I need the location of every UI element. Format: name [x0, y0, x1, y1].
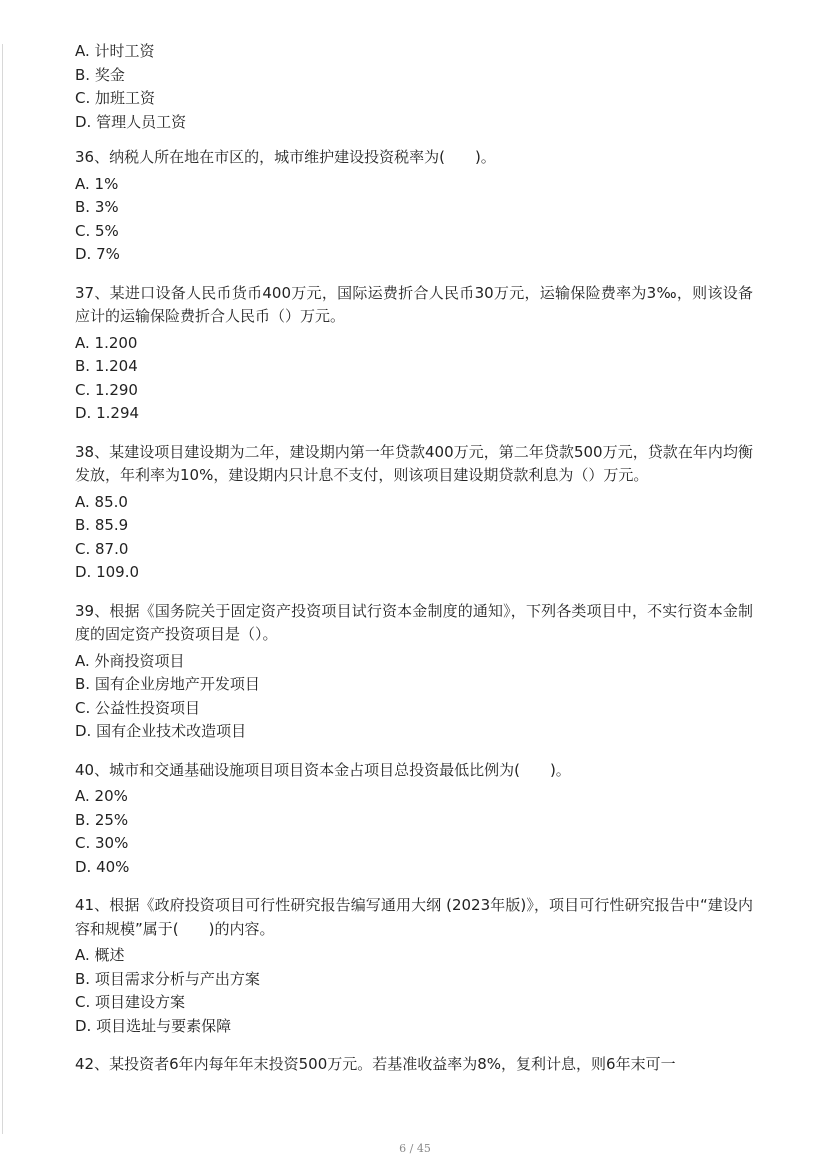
option-c: C. 加班工资 — [75, 89, 156, 107]
option-a: A. 计时工资 — [75, 42, 155, 60]
option-a: A. 外商投资项目 — [75, 651, 185, 670]
option-d: D. 项目选址与要素保障 — [75, 1016, 232, 1035]
option-c: C. 5% — [75, 221, 119, 240]
option-c: C. 30% — [75, 834, 129, 852]
option-c: C. 1.290 — [75, 380, 138, 399]
question-stem: 41、根据《政府投资项目可行性研究报告编写通用大纲 (2023年版)》，项目可行性研究报告中“建设内容和规模”属于( )的内容。 — [75, 896, 753, 938]
option-d: D. 1.294 — [75, 404, 140, 422]
option-a: A. 概述 — [75, 946, 125, 964]
option-b: B. 85.9 — [75, 516, 129, 534]
option-d: D. 40% — [75, 857, 130, 876]
option-c: C. 87.0 — [75, 539, 129, 558]
question-36 — [75, 146, 753, 267]
question-stem: 37、某进口设备人民币货币400万元，国际运费折合人民币30万元，运输保险费率为3‰，则该设备应计的运输保险费折合人民币（）万元。 — [75, 283, 753, 325]
page-number: 6 / 45 — [399, 1142, 431, 1155]
option-c: C. 项目建设方案 — [75, 993, 186, 1011]
page-left-edge — [2, 44, 3, 1134]
option-a: A. 1% — [75, 174, 119, 193]
question-35-options — [75, 40, 753, 134]
question-stem: 39、根据《国务院关于固定资产投资项目试行资本金制度的通知》，下列各类项目中，不实行资本金制度的固定资产投资项目是（）。 — [75, 601, 753, 643]
option-b: B. 项目需求分析与产出方案 — [75, 969, 260, 988]
option-b: B. 奖金 — [75, 65, 125, 84]
question-37 — [75, 282, 753, 426]
option-d: D. 7% — [75, 245, 120, 263]
option-a: A. 20% — [75, 787, 128, 805]
option-d: D. 管理人员工资 — [75, 112, 187, 131]
option-b: B. 国有企业房地产开发项目 — [75, 675, 260, 693]
option-b: B. 3% — [75, 198, 119, 216]
option-c: C. 公益性投资项目 — [75, 698, 201, 717]
question-stem: 38、某建设项目建设期为二年，建设期内第一年贷款400万元，第二年贷款500万元，贷款在年内均衡发放，年利率为10%，建设期内只计息不支付，则该项目建设期贷款利息为（）万元。 — [75, 442, 753, 484]
option-b: B. 1.204 — [75, 357, 138, 375]
question-stem: 42、某投资者6年内每年年末投资500万元。若基准收益率为8%，复利计息，则6年末可一 — [75, 1055, 676, 1073]
option-b: B. 25% — [75, 810, 129, 829]
option-d: D. 109.0 — [75, 563, 140, 581]
option-a: A. 1.200 — [75, 333, 138, 352]
question-42 — [75, 1053, 753, 1077]
option-d: D. 国有企业技术改造项目 — [75, 722, 247, 740]
option-a: A. 85.0 — [75, 492, 128, 511]
document-page — [75, 40, 753, 1080]
question-39 — [75, 600, 753, 744]
question-41 — [75, 894, 753, 1038]
question-stem: 36、纳税人所在地在市区的，城市维护建设投资税率为( )。 — [75, 148, 496, 166]
question-stem: 40、城市和交通基础设施项目项目资本金占项目总投资最低比例为( )。 — [75, 760, 571, 779]
question-40 — [75, 759, 753, 880]
question-38 — [75, 441, 753, 585]
